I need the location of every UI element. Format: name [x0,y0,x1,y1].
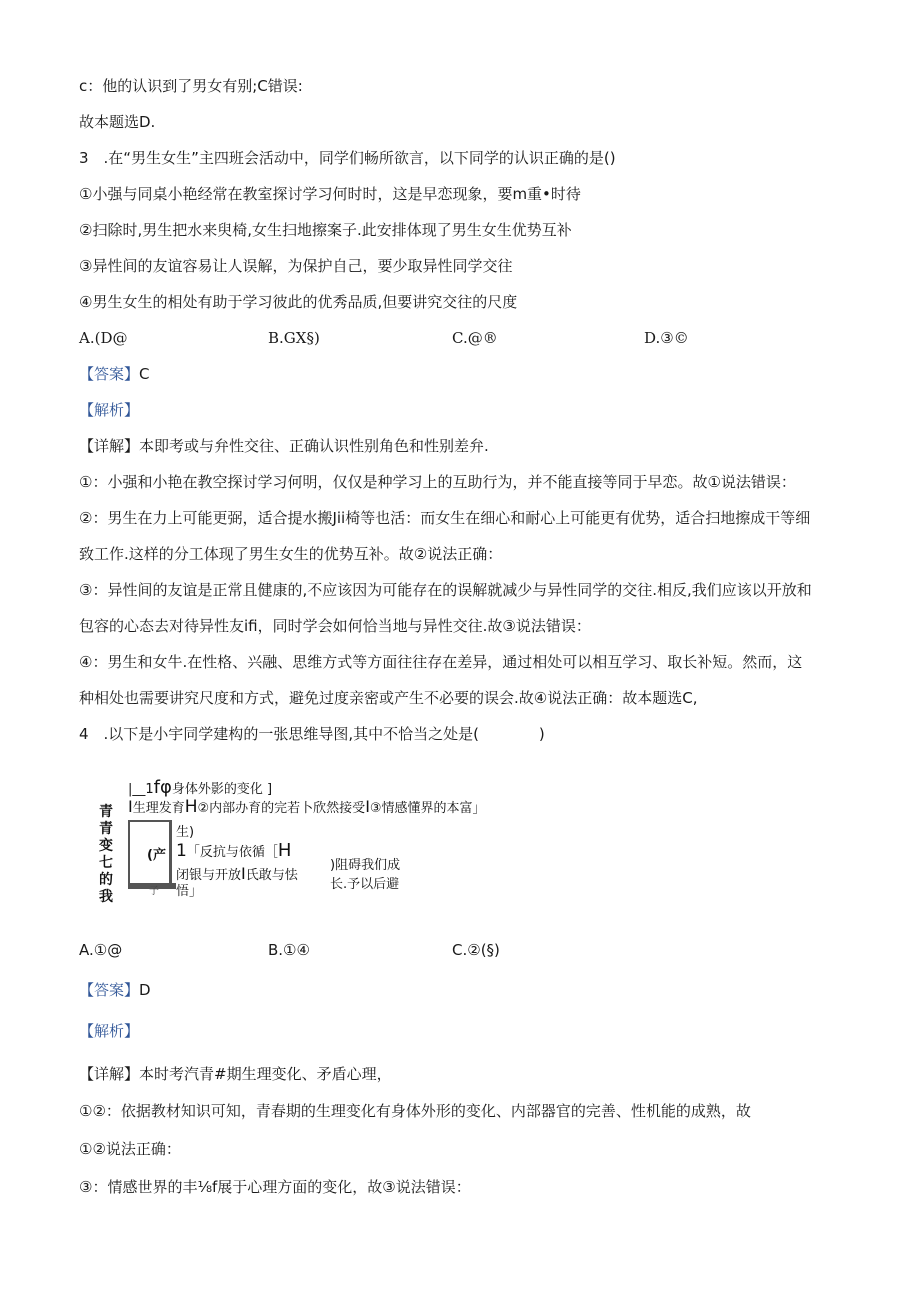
question-3-statement-3: ③异性间的友谊容易让人误解，为保护自己，要少取异性同学交往 [79,257,513,275]
diagram-node: 身体外影的变化 ] [171,782,273,797]
text-line: 故本题选D. [79,113,156,131]
diagram-node: 氏敢与怯 [245,868,298,883]
analysis-paragraph: ①：小强和小艳在教空探讨学习何明，仅仅是种学习上的互助行为，并不能直接等同于早恋。故①说法错误： [79,473,796,491]
diagram-paren-label: (产 [147,848,166,863]
diagram-right-node-2: 长.予以后避 [330,877,400,892]
text-line: c：他的认识到了男女有别;C错误: [79,77,303,95]
diagram-partial-text: 子 [149,886,159,897]
analysis-paragraph: 致工作.这样的分工体现了男生女生的优势互补。故②说法正确： [79,545,503,563]
diagram-row-3: 生) [176,825,195,840]
option-d: D.③© [644,329,689,347]
diagram-right-node-1: )阻碍我们成 [330,858,401,873]
diagram-bracket: I [365,797,370,816]
analysis-paragraph: ④：男生和女牛.在性格、兴融、思维方式等方面往往存在差异，通过相处可以相互学习、取长补短。然而，这 [79,653,803,671]
question-3-statement-2: ②扫除时,男生把水来臾椅,女生扫地擦案子.此安排体现了男生女生优势互补 [79,221,572,239]
diagram-bracket: I [128,797,133,816]
diagram-row-1 [128,777,273,798]
analysis-paragraph: 种相处也需要讲究尺度和方式，避免过度亲密或产生不必要的误会.故④说法正确：故本题选C, [79,689,698,707]
detail-heading: 【详解】本即考或与弁性交往、正确认识性别角色和性别差弁. [79,437,489,455]
option-c: C.@® [452,329,498,347]
diagram-node: 闭银与开放 [176,868,242,883]
analysis-paragraph: ③：异性间的友谊是正常且健康的,不应该因为可能存在的误解就减少与异性同学的交往.相反,我们应该以开放和 [79,581,812,599]
question-3-stem: 3 .在“男生女生”主四班会活动中，同学们畅所欲言，以下同学的认识正确的是() [79,149,616,167]
diagram-bracket: |__1 [128,782,154,797]
analysis-paragraph: ③：情感世界的丰⅛f展于心理方面的变化，故③说法错误： [79,1178,471,1196]
diagram-row-5 [176,866,298,884]
diagram-connector: H [184,797,198,817]
diagram-bracket: I [241,864,246,883]
diagram-fragment: fφ [153,777,172,798]
diagram-vertical-title: 青青变七的我 [99,804,113,905]
option-c: C.②(§) [452,941,500,959]
option-a: A.(D@ [79,329,128,347]
diagram-node: ②内部办育的完若卜欣然接受 [197,801,366,816]
analysis-tag: 【解析】 [79,401,140,419]
analysis-paragraph: ②：男生在力上可能更弼，适合提水搬Jii椅等也活：而女生在细心和耐心上可能更有优势，适合扫地擦成干等细 [79,509,811,527]
question-3-statement-1: ①小强与同桌小艳经常在教室探讨学习何时时，这是早恋现象，要m重•时待 [79,185,581,203]
answer-value: C [139,365,150,383]
diagram-row-2 [128,799,486,817]
diagram-row-6: 悟」 [176,884,203,899]
diagram-row-4 [176,840,292,861]
analysis-paragraph: 包容的心态去对待异性友ifi，同时学会如何恰当地与异性交往.故③说法错误： [79,617,591,635]
diagram-node: 「反抗与依循［ [186,845,278,860]
question-3-statement-4: ④男生女生的相处有助于学习彼此的优秀品质,但要讲究交往的尺度 [79,293,518,311]
detail-heading: 【详解】本时考汽青#期生理变化、矛盾心理， [79,1065,392,1083]
answer-tag: 【答案】 [79,981,140,999]
diagram-connector: H [277,840,292,861]
question-4-stem: 4 .以下是小宇同学建构的一张思维导图,其中不恰当之处是( ) [79,725,545,743]
option-a: A.①@ [79,941,123,959]
analysis-paragraph: ①②：依据教材知识可知，青春期的生理变化有身体外形的变化、内部器官的完善、性机能的成熟，故 [79,1102,751,1120]
option-b: B.①④ [268,941,310,959]
answer-line [79,980,151,1000]
diagram-node: ③情感懂界的本富」 [369,801,486,816]
diagram-number: 1 [176,841,187,861]
analysis-paragraph: ①②说法正确： [79,1140,181,1158]
answer-tag: 【答案】 [79,365,140,383]
answer-line [79,364,150,384]
answer-value: D [139,981,151,999]
option-b: B.GX§) [268,329,320,347]
diagram-node: 生理发育 [132,801,185,816]
analysis-tag: 【解析】 [79,1022,140,1040]
